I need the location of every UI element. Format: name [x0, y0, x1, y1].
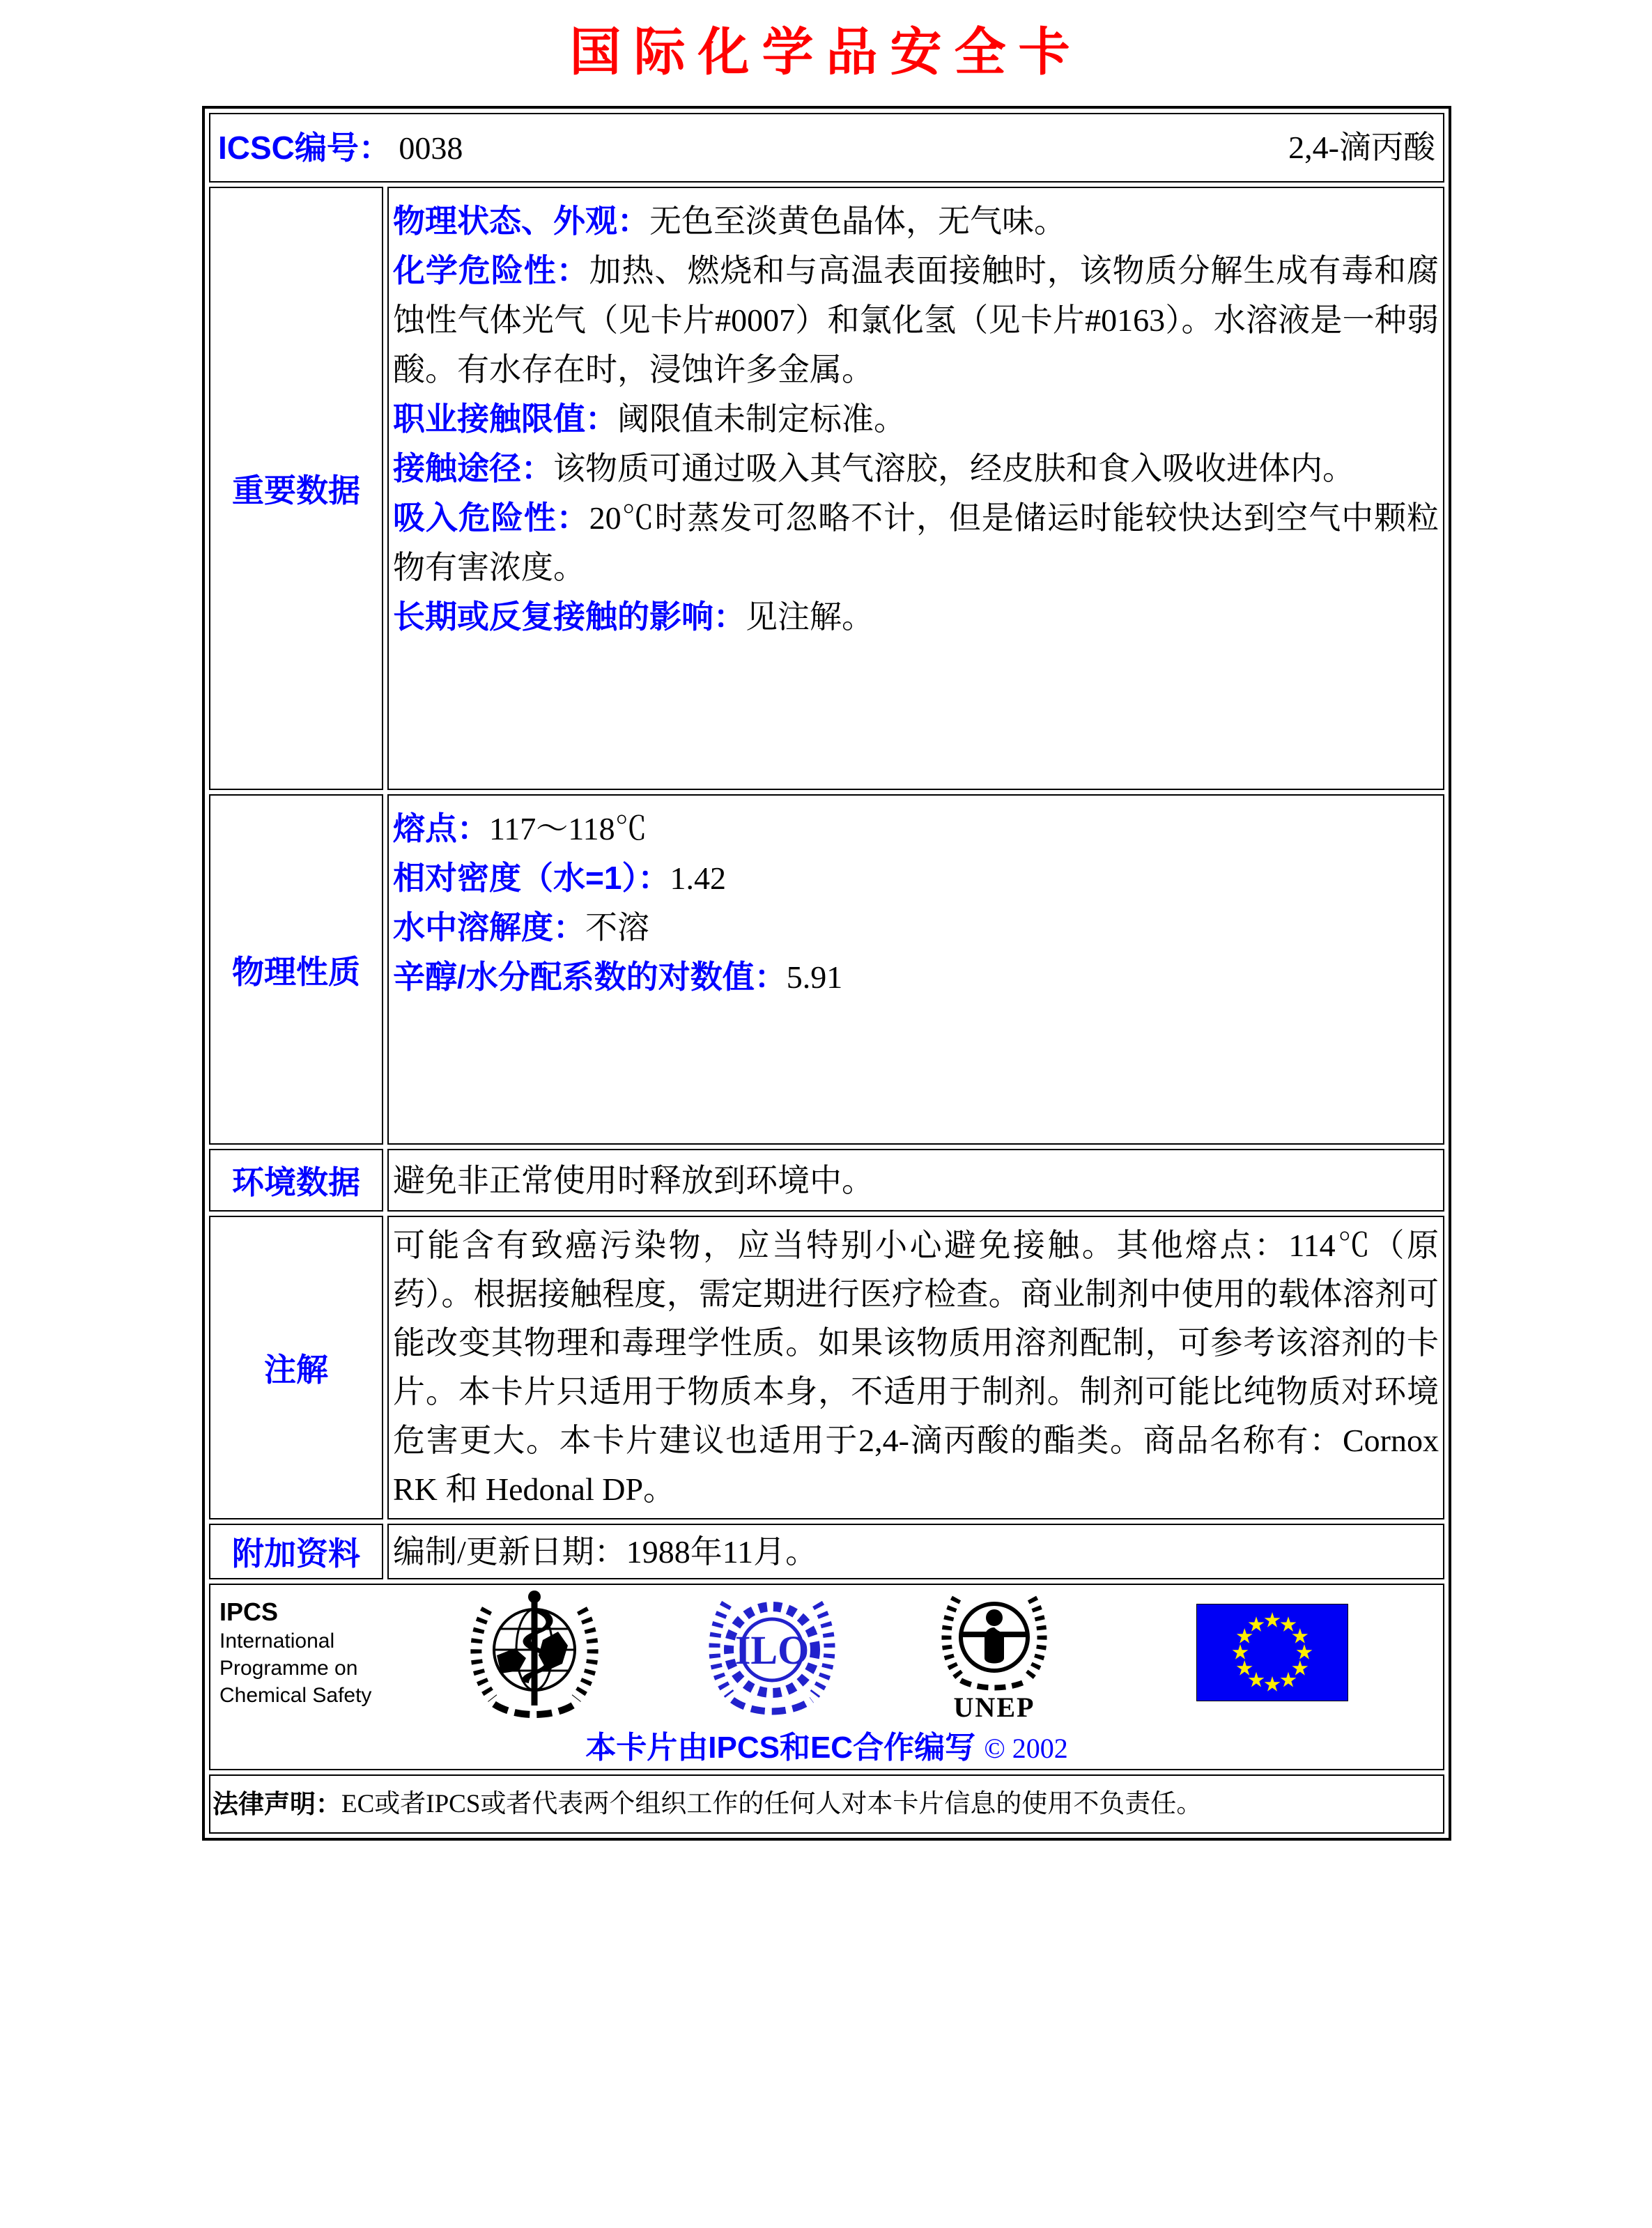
section-content-physical	[387, 794, 1444, 1145]
section-label-important: 重要数据	[209, 187, 383, 790]
item-label: 辛醇/水分配系数的对数值：	[393, 959, 787, 995]
item-label: 熔点：	[393, 810, 489, 846]
physical-item	[393, 952, 1439, 1002]
additional-info-row	[209, 1524, 1444, 1579]
item-label: 相对密度（水=1）：	[393, 860, 670, 896]
important-item	[393, 246, 1439, 394]
important-item	[393, 196, 1439, 246]
section-label-physical: 物理性质	[209, 794, 383, 1145]
who-logo-icon	[466, 1588, 603, 1731]
icsc-card-table	[202, 106, 1451, 1841]
item-label: 长期或反复接触的影响：	[393, 598, 746, 635]
section-content-notes	[387, 1216, 1444, 1519]
item-text: 1.42	[670, 860, 726, 896]
organizations-banner	[211, 1587, 1442, 1767]
ipcs-acronym: IPCS	[219, 1597, 279, 1626]
item-text: 20℃时蒸发可忽略不计，但是储运时能较快达到空气中颗粒物有害浓度。	[393, 500, 1439, 585]
chemical-name: 2,4-滴丙酸	[1288, 130, 1435, 165]
item-label: 化学危险性：	[393, 252, 589, 288]
legal-statement	[211, 1789, 1442, 1820]
physical-properties-row	[209, 794, 1444, 1145]
item-label: 职业接触限值：	[393, 401, 617, 437]
item-text: 117～118℃	[489, 811, 647, 846]
item-text: 无色至淡黄色晶体，无气味。	[649, 203, 1066, 239]
item-text: 见注解。	[746, 599, 874, 635]
item-text: 不溶	[585, 910, 649, 945]
section-label-additional: 附加资料	[209, 1524, 383, 1579]
section-content-environment	[387, 1149, 1444, 1212]
icsc-number-value: 0038	[399, 130, 463, 166]
credit-text: 本卡片由IPCS和EC合作编写	[585, 1731, 976, 1765]
important-item	[393, 592, 1439, 642]
ipcs-line3: Chemical Safety	[219, 1684, 372, 1707]
page-title: 国际化学品安全卡	[569, 24, 1083, 82]
item-label: 物理状态、外观：	[393, 203, 649, 239]
legal-row	[209, 1774, 1444, 1834]
item-text: 该物质可通过吸入其气溶胶，经皮肤和食入吸收进体内。	[553, 451, 1354, 486]
icsc-number-label: ICSC编号：	[218, 129, 391, 166]
important-item	[393, 493, 1439, 592]
environment-data-row	[209, 1149, 1444, 1212]
copyright-text: © 2002	[984, 1733, 1068, 1764]
item-text: 加热、燃烧和与高温表面接触时，该物质分解生成有毒和腐蚀性气体光气（见卡片#0007）和氯化氢（见卡片#0163）。水溶液是一种弱酸。有水存在时，浸蚀许多金属。	[393, 253, 1439, 387]
icsc-number-group	[218, 129, 463, 166]
important-item	[393, 444, 1439, 493]
notes-row	[209, 1216, 1444, 1519]
additional-text: 编制/更新日期：1988年11月。	[393, 1533, 818, 1570]
physical-item	[393, 903, 1439, 952]
section-label-environment: 环境数据	[209, 1149, 383, 1212]
ilo-logo-icon	[707, 1588, 837, 1728]
ilo-letters: ILO	[734, 1627, 810, 1673]
unep-logo-icon	[940, 1587, 1049, 1724]
ipcs-line2: Programme on	[219, 1657, 358, 1680]
important-data-row	[209, 187, 1444, 790]
physical-item	[393, 853, 1439, 903]
item-text: 阈限值未制定标准。	[617, 401, 906, 437]
legal-label: 法律声明：	[213, 1789, 341, 1818]
card-header	[211, 129, 1442, 166]
section-label-notes: 注解	[209, 1216, 383, 1519]
section-content-additional	[387, 1524, 1444, 1579]
ipcs-line1: International	[219, 1630, 335, 1653]
notes-text: 可能含有致癌污染物，应当特别小心避免接触。其他熔点：114℃（原药）。根据接触程度，需定期进行医疗检查。商业制剂中使用的载体溶剂可能改变其物理和毒理学性质。如果该物质用溶剂配制，可参考该溶剂的卡片。本卡片只适用于物质本身，不适用于制剂。制剂可能比纯物质对环境危害更大。本卡片建议也适用于2,4-滴丙酸的酯类。商品名称有：Cornox RK 和 Hedonal DP。	[393, 1228, 1439, 1507]
ipcs-text-block	[219, 1597, 371, 1709]
eu-flag-icon	[1196, 1604, 1348, 1705]
important-item	[393, 394, 1439, 444]
environment-text: 避免非正常使用时释放到环境中。	[393, 1162, 874, 1198]
section-content-important	[387, 187, 1444, 790]
physical-item	[393, 804, 1439, 853]
item-text: 5.91	[786, 959, 843, 995]
logos-row	[209, 1584, 1444, 1770]
legal-text: EC或者IPCS或者代表两个组织工作的任何人对本卡片信息的使用不负责任。	[341, 1789, 1203, 1818]
item-label: 接触途径：	[393, 450, 553, 486]
item-label: 水中溶解度：	[393, 909, 585, 945]
item-label: 吸入危险性：	[393, 500, 589, 536]
header-row	[209, 113, 1444, 183]
unep-wordmark: UNEP	[953, 1692, 1035, 1723]
credit-line	[211, 1731, 1442, 1765]
